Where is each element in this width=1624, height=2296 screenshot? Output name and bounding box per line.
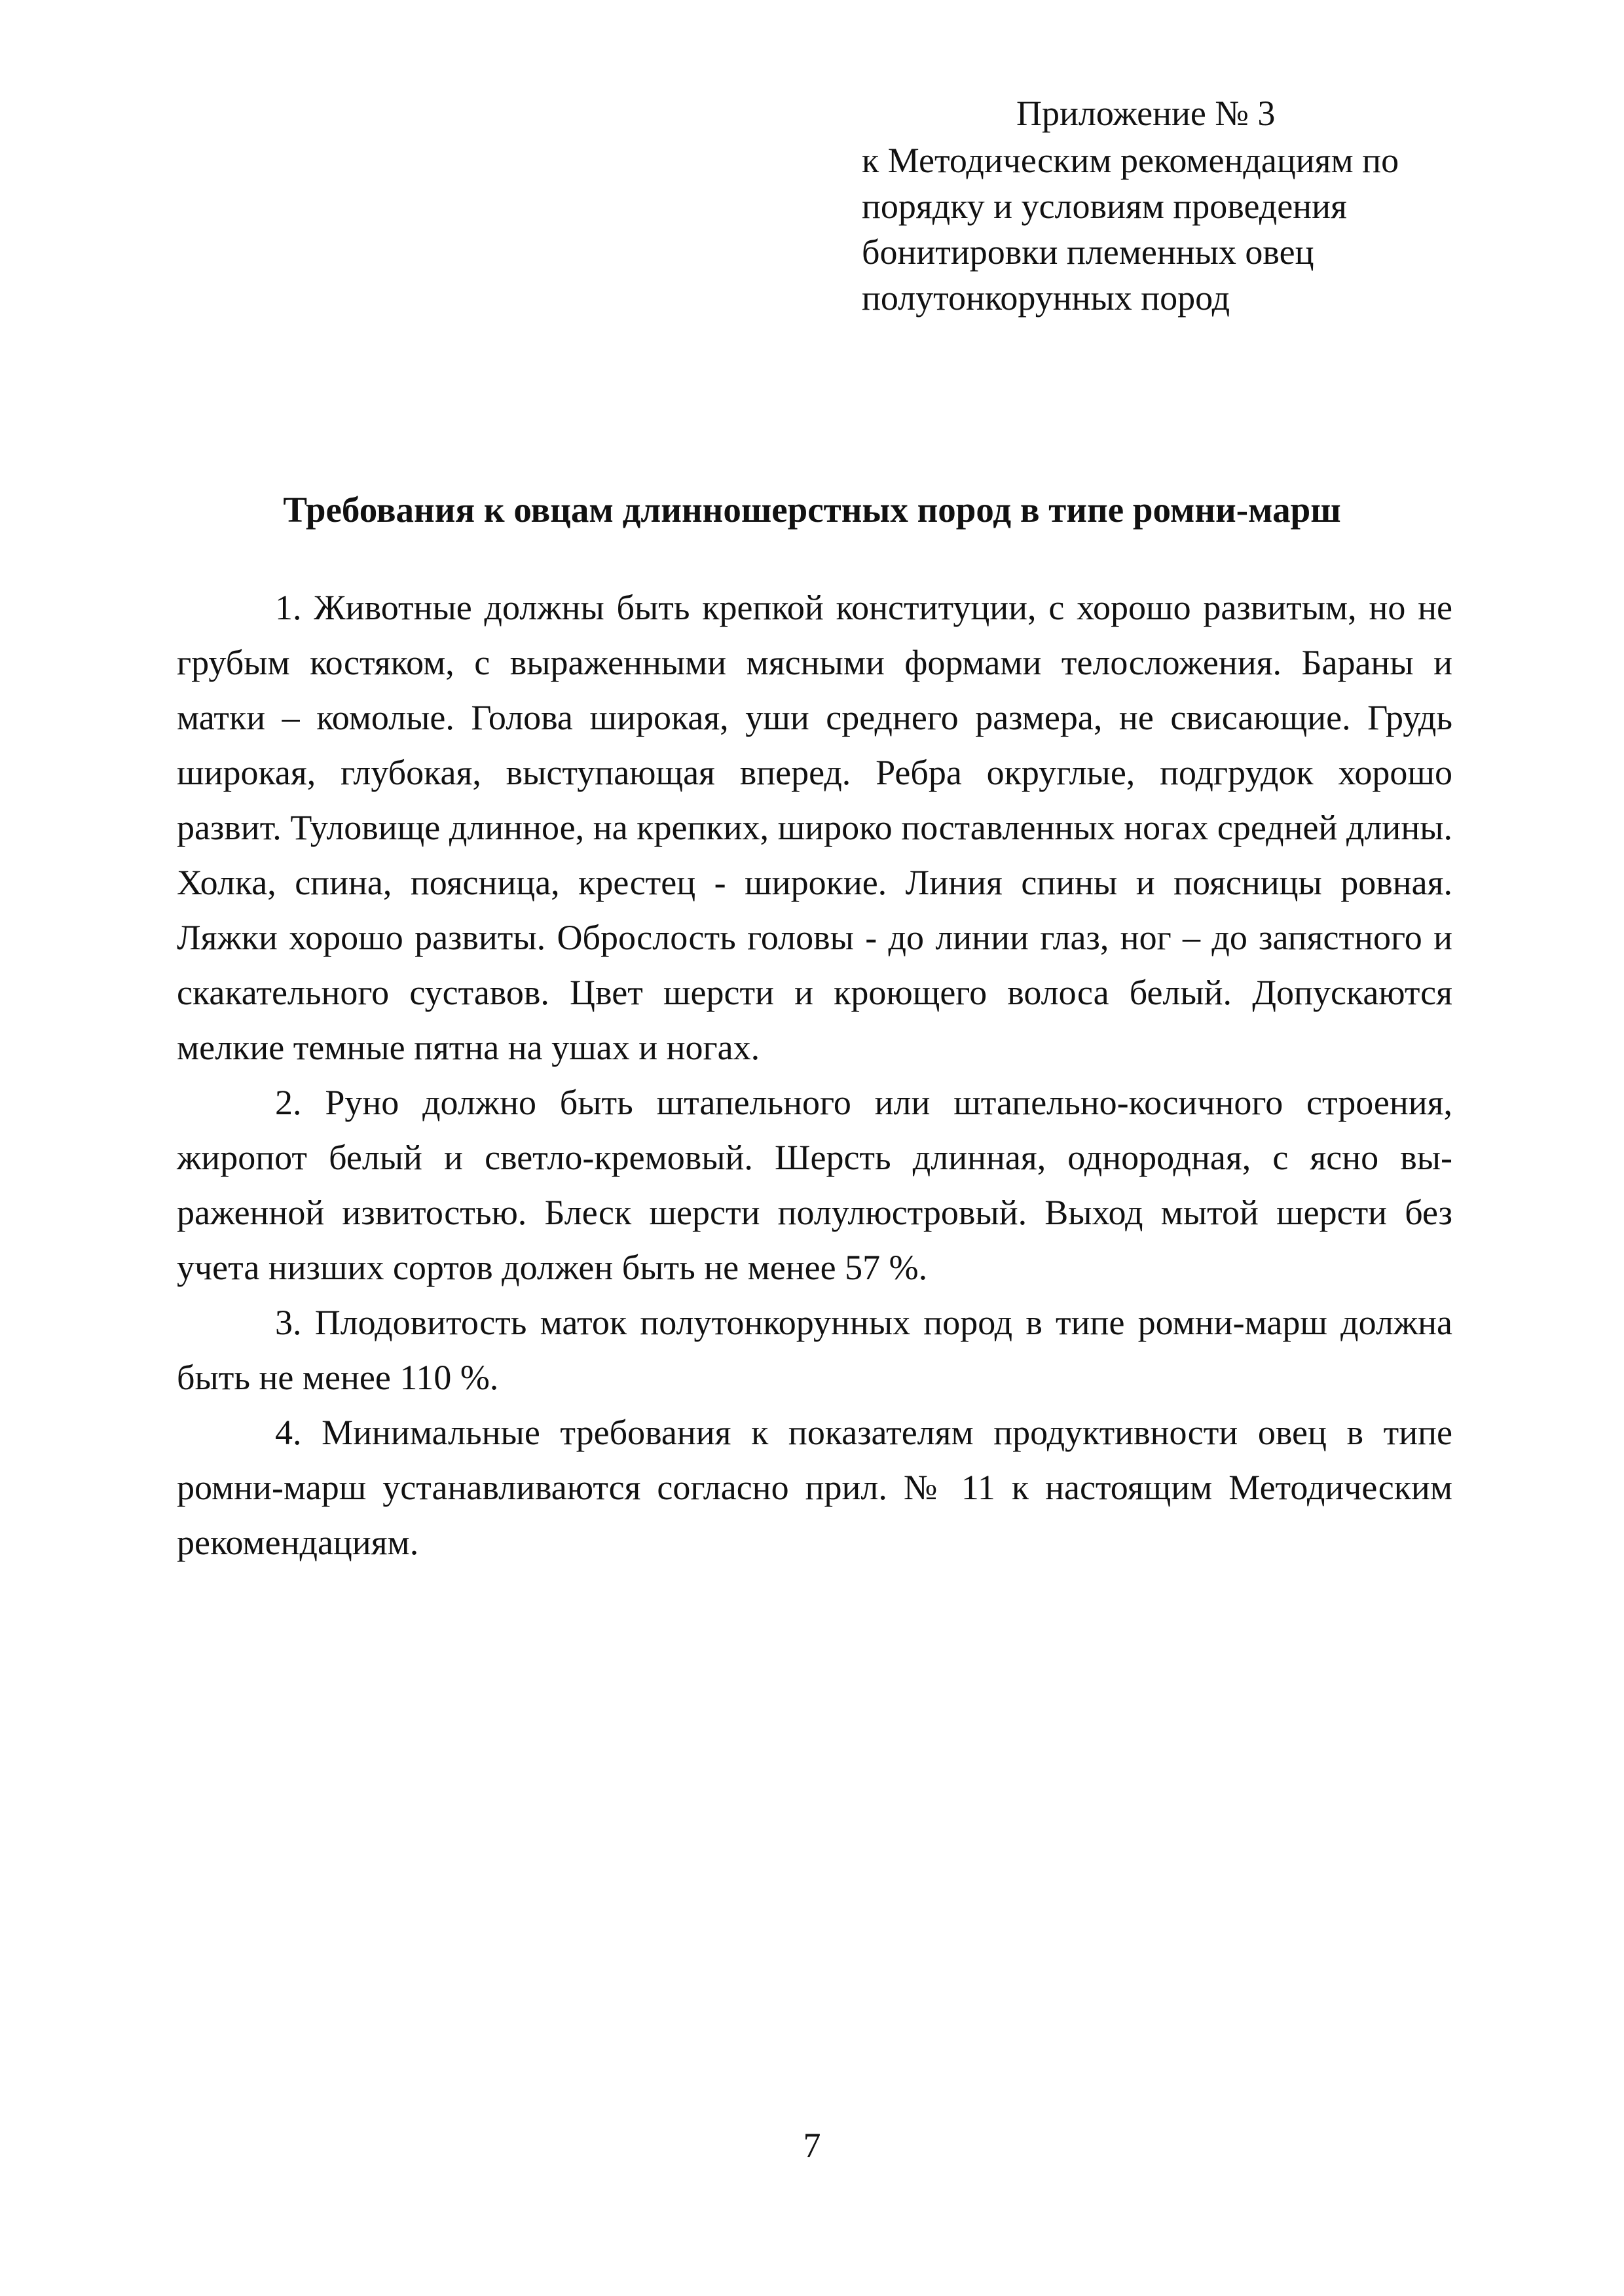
appendix-line: порядку и условиям проведения (862, 187, 1347, 226)
appendix-line: бонитировки племенных овец (862, 232, 1314, 272)
appendix-title: Приложение № 3 (1016, 94, 1276, 133)
document-heading: Требования к овцам длинношерстных пород в типе ромни-марш (283, 490, 1341, 530)
appendix-reference (862, 90, 1490, 321)
paragraph-2: 2. Руно должно быть штапельного или штапельно-косичного строения, жиропот белый и светло-кремовый. Шерсть длинная, однородная, с ясно выраженной извитостью. Блеск шерсти полулюстровый. Выход мытой шерсти без учета низших сортов должен быть не менее 57 %. (177, 1083, 1452, 1287)
paragraph-4: 4. Минимальные требования к показателям продуктивности овец в типе ромни-марш устанавливаются согласно прил. № 11 к настоящим Методическим рекомендациям. (177, 1413, 1452, 1562)
paragraph-1: 1. Животные должны быть крепкой конституции, с хорошо развитым, но не грубым костяком, с выраженными мясными формами телосложения. Бараны и матки – комолые. Голова широкая, уши среднего размера, не свисающие. Грудь широкая, глубокая, выступающая вперед. Ребра округлые, подгрудок хорошо развит. Туловище длинное, на крепких, широко поставленных ногах средней длины. Холка, спина, поясница, крестец - широкие. Линия спины и поясницы ровная. Ляжки хорошо развиты. Оброслость головы - до линии глаз, ног – до запястного и скакательного суставов. Цвет шерсти и кроющего волоса белый. Допускаются мелкие темные пятна на ушах и ногах. (177, 588, 1452, 1067)
paragraph-3: 3. Плодовитость маток полутонкорунных пород в типе ромни-марш должна быть не менее 110 %. (177, 1303, 1452, 1397)
appendix-line: к Методическим рекомендациям по (862, 141, 1399, 180)
document-body (177, 580, 1452, 1570)
page-number: 7 (803, 2126, 821, 2165)
appendix-line: полутонкорунных пород (862, 278, 1230, 318)
